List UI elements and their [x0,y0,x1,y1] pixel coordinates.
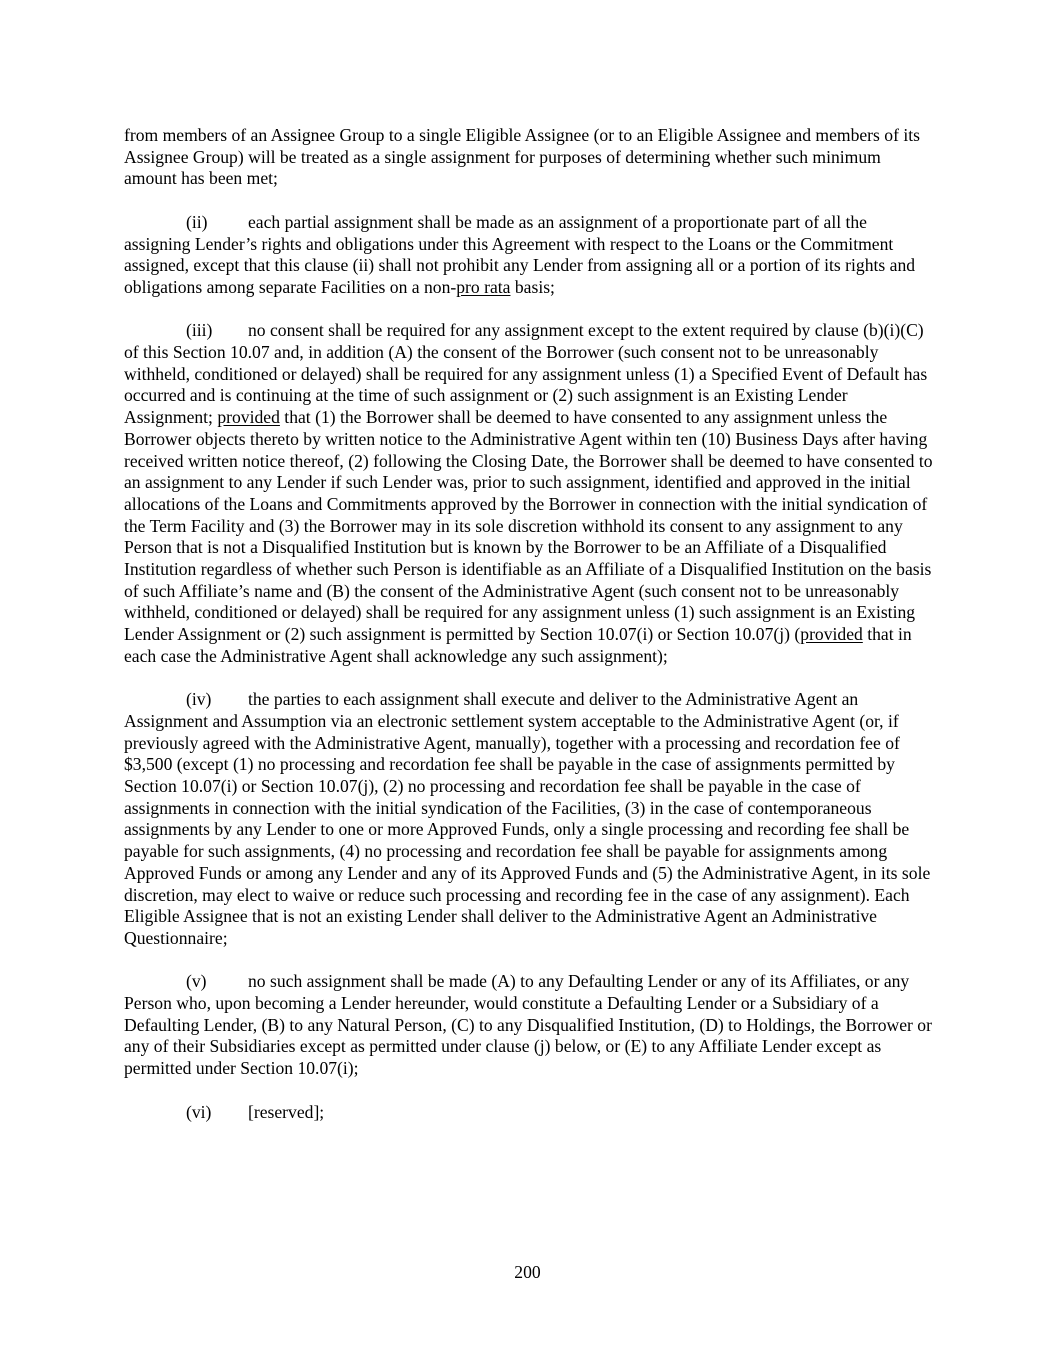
clause-iv-paragraph [124,689,936,949]
clause-iii-number: (iii) [186,320,213,341]
clause-ii-number: (ii) [186,211,208,232]
clause-iii-text-a: no consent shall be required for any assignment except to the extent required by clause (b)(i)(C) of this Section 10.07 and, in addition (A) the consent of the Borrower (such consent not to be unreasonably withheld, conditioned or delayed) shall be required for any assignment unless (1) a Specified Event of Default has occurred and is continuing at the time of such assignment or (2) such assignment is an Existing Lender Assignment; [124,320,928,428]
clause-v-paragraph [124,971,936,1080]
clause-iii-text-c: that in each case the Administrative Agent shall acknowledge any such assignment); [124,624,912,666]
clause-iii-provided-1: provided [217,407,280,428]
clause-vi-paragraph [124,1102,936,1124]
clause-ii-underlined-term: pro rata [456,276,511,297]
clause-iii-paragraph [124,320,936,667]
page-number: 200 [514,1262,541,1282]
clause-vi-text: [reserved]; [248,1101,325,1122]
clause-iii-provided-2: provided [800,624,863,645]
document-body [124,125,936,1145]
clause-iii-text-b: that (1) the Borrower shall be deemed to have consented to any assignment unless the Borrower objects thereto by written notice to the Administrative Agent within ten (10) Business Days after having received written notice thereof, (2) following the Closing Date, the Borrower shall be deemed to have consented to an assignment to any Lender if such Lender was, prior to such assignment, identified and approved in the initial allocations of the Loans and Commitments approved by the Borrower in connection with the initial syndication of the Term Facility and (3) the Borrower may in its sole discretion withhold its consent to any assignment to any Person that is not a Disqualified Institution but is known by the Borrower to be an Affiliate of a Disqualified Institution regardless of whether such Person is identifiable as an Affiliate of a Disqualified Institution on the basis of such Affiliate’s name and (B) the consent of the Administrative Agent (such consent not to be unreasonably withheld, conditioned or delayed) shall be required for any assignment unless (1) such assignment is an Existing Lender Assignment or (2) such assignment is permitted by Section 10.07(i) or Section 10.07(j) ( [124,407,933,645]
clause-iv-number: (iv) [186,689,212,710]
clause-v-text: no such assignment shall be made (A) to any Defaulting Lender or any of its Affiliates, or any Person who, upon becoming a Lender hereunder, would constitute a Defaulting Lender or a Subsidiary of a Defaulting Lender, (B) to any Natural Person, (C) to any Disqualified Institution, (D) to Holdings, the Borrower or any of their Subsidiaries except as permitted under clause (j) below, or (E) to any Affiliate Lender except as permitted under Section 10.07(i); [124,971,932,1079]
clause-iv-text: the parties to each assignment shall execute and deliver to the Administrative Agent an Assignment and Assumption via an electronic settlement system acceptable to the Administrative Agent (or, if previously agreed with the Administrative Agent, manually), together with a processing and recordation fee of $3,500 (except (1) no processing and recordation fee shall be payable in the case of assignments permitted by Section 10.07(i) or Section 10.07(j), (2) no processing and recordation fee shall be payable in the case of assignments in connection with the initial syndication of the Facilities, (3) in the case of contemporaneous assignments by any Lender to one or more Approved Funds, only a single processing and recording fee shall be payable for such assignments, (4) no processing and recordation fee shall be payable for assignments among Approved Funds or among any Lender and any of its Approved Funds and (5) the Administrative Agent, in its sole discretion, may elect to waive or reduce such processing and recording fee in the case of any assignment). Each Eligible Assignee that is not an existing Lender shall deliver to the Administrative Agent an Administrative Questionnaire; [124,689,931,948]
clause-v-number: (v) [186,971,207,992]
clause-ii-text-b: basis; [510,276,555,297]
clause-ii-text-a: each partial assignment shall be made as an assignment of a proportionate part of all the assigning Lender’s rights and obligations under this Agreement with respect to the Loans or the Commitment assigned, except that this clause (ii) shall not prohibit any Lender from assigning all or a portion of its rights and obligations among separate Facilities on a non- [124,211,916,297]
clause-ii-paragraph [124,212,936,299]
continuation-paragraph: from members of an Assignee Group to a single Eligible Assignee (or to an Eligible Assignee and members of its Assignee Group) will be treated as a single assignment for purposes of determining whether such minimum amount has been met; [124,125,920,189]
clause-vi-number: (vi) [186,1101,212,1122]
